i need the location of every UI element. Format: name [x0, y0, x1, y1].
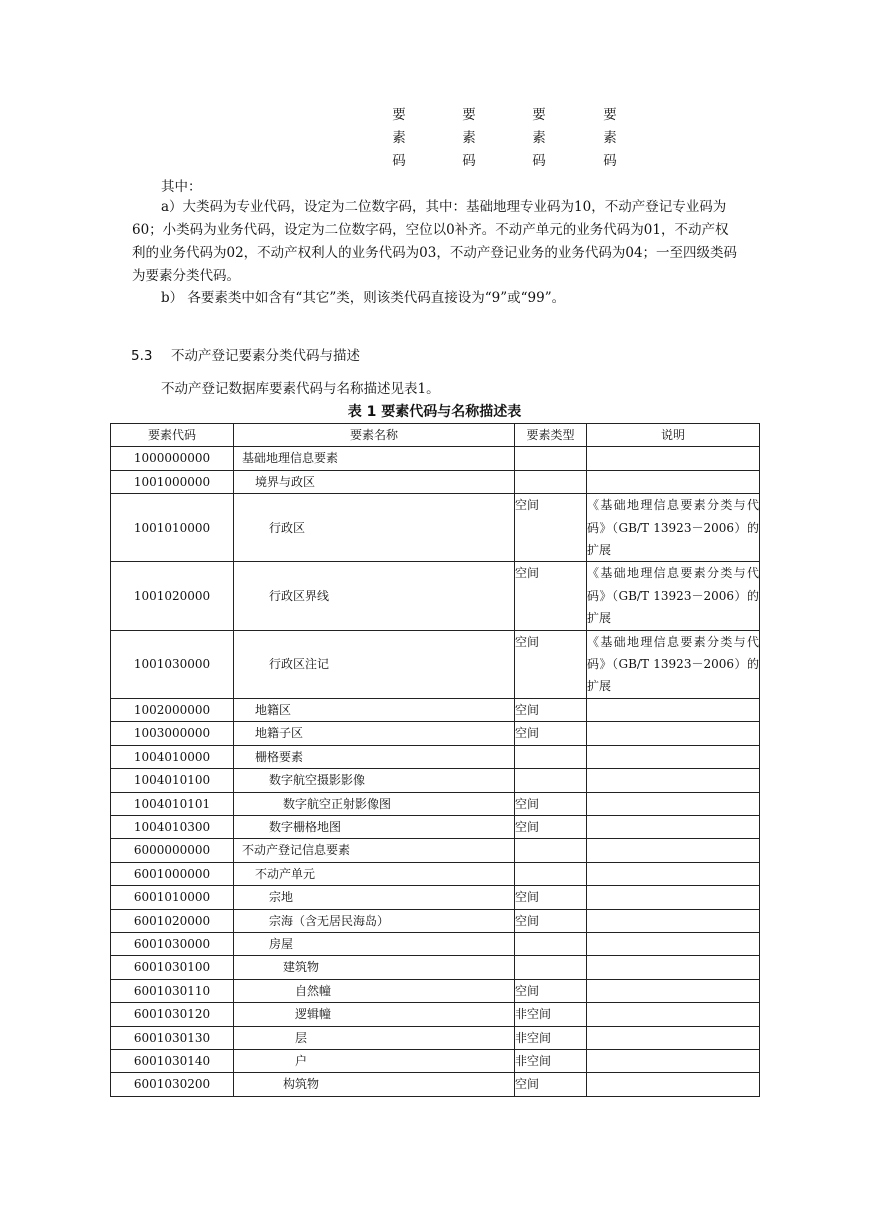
- table-row: [111, 979, 760, 1002]
- name-cell: 行政区注记: [234, 630, 515, 698]
- code-cell: 1001010000: [111, 494, 234, 562]
- note-cell: [587, 470, 760, 493]
- code-cell: 6001030110: [111, 979, 234, 1002]
- name-cell: 建筑物: [234, 956, 515, 979]
- note-cell: [587, 815, 760, 838]
- table-row: [111, 1073, 760, 1096]
- section-heading: [131, 346, 360, 366]
- note-cell: [587, 886, 760, 909]
- table-row: [111, 494, 760, 562]
- table-row: [111, 1026, 760, 1049]
- paragraph-a: a）大类码为专业代码，设定为二位数字码，其中：基础地理专业码为10，不动产登记专业码为60；小类码为业务代码，设定为二位数字码，空位以0补齐。不动产单元的业务代码为01，不动产权利的业务代码为02，不动产权利人的业务代码为03，不动产登记业务的业务代码为04；一至四级类码为要素分类代码。: [132, 199, 738, 284]
- section-number: 5.3: [131, 348, 153, 364]
- code-cell: 1000000000: [111, 447, 234, 470]
- code-cell: 1001000000: [111, 470, 234, 493]
- element-code-label: 要 素 码: [392, 107, 406, 169]
- type-cell: 空间: [515, 562, 587, 630]
- name-cell: 房屋: [234, 932, 515, 955]
- code-cell: 6001000000: [111, 862, 234, 885]
- code-cell: 6000000000: [111, 839, 234, 862]
- name-cell: 构筑物: [234, 1073, 515, 1096]
- name-cell: 不动产登记信息要素: [234, 839, 515, 862]
- type-cell: 空间: [515, 698, 587, 721]
- name-cell: 地籍子区: [234, 722, 515, 745]
- note-cell: [587, 1049, 760, 1072]
- note-cell: [587, 698, 760, 721]
- note-cell: [587, 862, 760, 885]
- note-cell: 《基础地理信息要素分类与代码》（GB/T 13923－2006）的扩展: [587, 630, 760, 698]
- type-cell: [515, 956, 587, 979]
- type-cell: [515, 932, 587, 955]
- note-cell: 《基础地理信息要素分类与代码》（GB/T 13923－2006）的扩展: [587, 494, 760, 562]
- table-row: [111, 862, 760, 885]
- code-cell: 6001030000: [111, 932, 234, 955]
- type-cell: 空间: [515, 909, 587, 932]
- name-cell: 自然幢: [234, 979, 515, 1002]
- type-cell: 空间: [515, 886, 587, 909]
- element-code-labels: [0, 104, 869, 176]
- note-cell: [587, 745, 760, 768]
- type-cell: 非空间: [515, 1026, 587, 1049]
- type-cell: 非空间: [515, 1003, 587, 1026]
- name-cell: 逻辑幢: [234, 1003, 515, 1026]
- table-row: [111, 1049, 760, 1072]
- code-cell: 1003000000: [111, 722, 234, 745]
- code-cell: 6001030100: [111, 956, 234, 979]
- type-cell: [515, 470, 587, 493]
- table-row: [111, 470, 760, 493]
- code-cell: 1001030000: [111, 630, 234, 698]
- name-cell: 数字航空正射影像图: [234, 792, 515, 815]
- name-cell: 层: [234, 1026, 515, 1049]
- element-code-label: 要 素 码: [532, 107, 546, 169]
- note-cell: [587, 839, 760, 862]
- code-cell: 1001020000: [111, 562, 234, 630]
- name-cell: 基础地理信息要素: [234, 447, 515, 470]
- header-name: 要素名称: [234, 424, 515, 447]
- name-cell: 不动产单元: [234, 862, 515, 885]
- table-row: [111, 447, 760, 470]
- code-cell: 1004010101: [111, 792, 234, 815]
- element-code-label: 要 素 码: [462, 107, 476, 169]
- code-cell: 1004010300: [111, 815, 234, 838]
- type-cell: 空间: [515, 630, 587, 698]
- table-row: [111, 630, 760, 698]
- table-row: [111, 909, 760, 932]
- table-caption: 表 1 要素代码与名称描述表: [347, 404, 522, 420]
- code-cell: 6001030140: [111, 1049, 234, 1072]
- type-cell: [515, 447, 587, 470]
- note-cell: [587, 792, 760, 815]
- type-cell: 空间: [515, 494, 587, 562]
- code-cell: 6001030120: [111, 1003, 234, 1026]
- note-cell: 《基础地理信息要素分类与代码》（GB/T 13923－2006）的扩展: [587, 562, 760, 630]
- name-cell: 栅格要素: [234, 745, 515, 768]
- section-title: 不动产登记要素分类代码与描述: [171, 348, 360, 364]
- type-cell: 空间: [515, 722, 587, 745]
- table-row: [111, 1003, 760, 1026]
- note-cell: [587, 1073, 760, 1096]
- code-cell: 6001030130: [111, 1026, 234, 1049]
- note-cell: [587, 447, 760, 470]
- name-cell: 境界与政区: [234, 470, 515, 493]
- table-row: [111, 769, 760, 792]
- table-row: [111, 698, 760, 721]
- name-cell: 宗地: [234, 886, 515, 909]
- code-cell: 6001030200: [111, 1073, 234, 1096]
- type-cell: [515, 839, 587, 862]
- paragraph-b: b） 各要素类中如含有“其它”类，则该类代码直接设为“9”或“99”。: [161, 290, 566, 306]
- note-cell: [587, 722, 760, 745]
- code-cell: 6001010000: [111, 886, 234, 909]
- header-code: 要素代码: [111, 424, 234, 447]
- table-row: [111, 745, 760, 768]
- note-cell: [587, 932, 760, 955]
- paragraph-intro: 其中：: [161, 179, 202, 195]
- code-cell: 6001020000: [111, 909, 234, 932]
- table-row: [111, 886, 760, 909]
- note-cell: [587, 956, 760, 979]
- note-cell: [587, 1003, 760, 1026]
- name-cell: 数字栅格地图: [234, 815, 515, 838]
- paragraph-table-reference: 不动产登记数据库要素代码与名称描述见表1。: [161, 381, 440, 397]
- table-row: [111, 722, 760, 745]
- element-code-label: 要 素 码: [603, 107, 617, 169]
- code-cell: 1002000000: [111, 698, 234, 721]
- header-note: 说明: [587, 424, 760, 447]
- note-cell: [587, 979, 760, 1002]
- type-cell: 空间: [515, 792, 587, 815]
- type-cell: [515, 769, 587, 792]
- type-cell: [515, 862, 587, 885]
- table-row: [111, 792, 760, 815]
- table-row: [111, 932, 760, 955]
- header-type: 要素类型: [515, 424, 587, 447]
- type-cell: 空间: [515, 1073, 587, 1096]
- code-cell: 1004010000: [111, 745, 234, 768]
- table-row: [111, 839, 760, 862]
- note-cell: [587, 909, 760, 932]
- name-cell: 数字航空摄影影像: [234, 769, 515, 792]
- table-row: [111, 815, 760, 838]
- type-cell: 非空间: [515, 1049, 587, 1072]
- type-cell: [515, 745, 587, 768]
- table-row: [111, 956, 760, 979]
- note-cell: [587, 769, 760, 792]
- name-cell: 宗海（含无居民海岛）: [234, 909, 515, 932]
- type-cell: 空间: [515, 815, 587, 838]
- name-cell: 行政区: [234, 494, 515, 562]
- name-cell: 户: [234, 1049, 515, 1072]
- name-cell: 行政区界线: [234, 562, 515, 630]
- element-code-table: [110, 423, 760, 1097]
- code-cell: 1004010100: [111, 769, 234, 792]
- note-cell: [587, 1026, 760, 1049]
- name-cell: 地籍区: [234, 698, 515, 721]
- table-row: [111, 562, 760, 630]
- table-header-row: [111, 424, 760, 447]
- type-cell: 空间: [515, 979, 587, 1002]
